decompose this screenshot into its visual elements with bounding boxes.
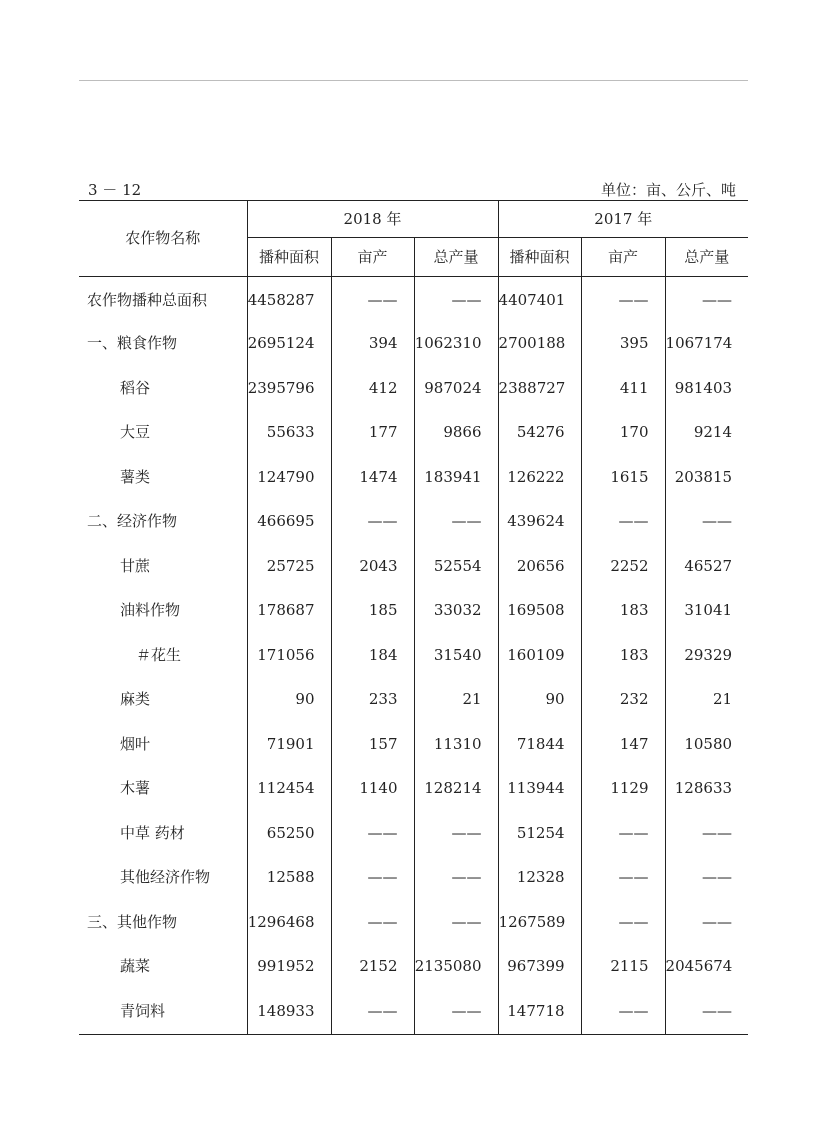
sown-area-2017-cell: 169508: [498, 589, 581, 634]
crop-name-cell: 其他经济作物: [120, 868, 211, 887]
total-output-2018-cell: 52554: [414, 544, 498, 589]
total-output-2017-header: 总产量: [665, 238, 748, 277]
yield-per-mu-2018-cell: 394: [331, 322, 414, 367]
total-output-2018-cell: 987024: [414, 366, 498, 411]
crop-name-cell: 稻谷: [120, 378, 151, 397]
yield-per-mu-2017-cell: 411: [581, 366, 665, 411]
total-output-2017-cell: 46527: [665, 544, 748, 589]
yield-per-mu-2017-cell: 1615: [581, 455, 665, 500]
total-output-2018-cell: 33032: [414, 589, 498, 634]
crop-name-cell: 烟叶: [120, 734, 151, 753]
year-2017-header: 2017 年: [498, 201, 748, 238]
table-row: [79, 678, 748, 723]
sown-area-2017-cell: 439624: [498, 500, 581, 545]
sown-area-2017-cell: 20656: [498, 544, 581, 589]
table-row: [79, 722, 748, 767]
yield-per-mu-2018-cell: 1474: [331, 455, 414, 500]
crop-name-cell: 木薯: [120, 779, 151, 798]
table-row: [79, 277, 748, 322]
total-output-2017-cell: 203815: [665, 455, 748, 500]
sown-area-2018-cell: 90: [247, 678, 331, 723]
table-row: [79, 900, 748, 945]
sown-area-2018-cell: 148933: [247, 989, 331, 1034]
units-label: 单位：亩、公斤、吨: [600, 181, 736, 199]
sown-area-2017-cell: 2388727: [498, 366, 581, 411]
sown-area-2018-cell: 55633: [247, 411, 331, 456]
total-output-2018-cell: ——: [414, 856, 498, 901]
crop-name-cell: 大豆: [120, 423, 151, 442]
total-output-2018-header: 总产量: [414, 238, 498, 277]
crop-name-header: 农作物名称: [79, 201, 247, 277]
top-rule: [79, 80, 748, 81]
year-2018-header: 2018 年: [247, 201, 498, 238]
crop-name-cell: 甘蔗: [120, 556, 151, 575]
total-output-2017-cell: 2045674: [665, 945, 748, 990]
yield-per-mu-2017-cell: 232: [581, 678, 665, 723]
table-row: [79, 322, 748, 367]
yield-per-mu-2017-cell: ——: [581, 500, 665, 545]
sown-area-2018-cell: 466695: [247, 500, 331, 545]
crop-name-cell: 蔬菜: [120, 957, 151, 976]
total-output-2017-cell: 10580: [665, 722, 748, 767]
sown-area-2017-cell: 147718: [498, 989, 581, 1034]
sown-area-2018-cell: 12588: [247, 856, 331, 901]
total-output-2018-cell: 11310: [414, 722, 498, 767]
crop-statistics-table: [79, 200, 748, 1035]
sown-area-2017-cell: 51254: [498, 811, 581, 856]
total-output-2018-cell: 21: [414, 678, 498, 723]
sown-area-2017-cell: 160109: [498, 633, 581, 678]
total-output-2017-cell: 29329: [665, 633, 748, 678]
table-row: [79, 544, 748, 589]
sown-area-2017-cell: 12328: [498, 856, 581, 901]
sown-area-2018-cell: 112454: [247, 767, 331, 812]
sown-area-2017-header: 播种面积: [498, 238, 581, 277]
table-row: [79, 366, 748, 411]
table-row: [79, 500, 748, 545]
total-output-2017-cell: ——: [665, 989, 748, 1034]
yield-per-mu-2018-cell: ——: [331, 811, 414, 856]
yield-per-mu-2018-cell: ——: [331, 989, 414, 1034]
total-output-2018-cell: ——: [414, 811, 498, 856]
yield-per-mu-2017-cell: ——: [581, 277, 665, 322]
yield-per-mu-2017-cell: ——: [581, 856, 665, 901]
total-output-2018-cell: 9866: [414, 411, 498, 456]
crop-name-cell: 油料作物: [120, 601, 181, 620]
sown-area-2018-cell: 2695124: [247, 322, 331, 367]
yield-per-mu-2018-cell: 2043: [331, 544, 414, 589]
sown-area-2018-cell: 2395796: [247, 366, 331, 411]
sown-area-2017-cell: 71844: [498, 722, 581, 767]
total-output-2017-cell: ——: [665, 277, 748, 322]
yield-per-mu-2017-cell: 1129: [581, 767, 665, 812]
yield-per-mu-2018-cell: ——: [331, 856, 414, 901]
sown-area-2017-cell: 1267589: [498, 900, 581, 945]
table-row: [79, 589, 748, 634]
table-number: 3 － 12: [88, 181, 142, 199]
sown-area-2018-header: 播种面积: [247, 238, 331, 277]
total-output-2017-cell: 1067174: [665, 322, 748, 367]
sown-area-2018-cell: 25725: [247, 544, 331, 589]
total-output-2018-cell: ——: [414, 900, 498, 945]
total-output-2017-cell: ——: [665, 500, 748, 545]
sown-area-2017-cell: 113944: [498, 767, 581, 812]
yield-per-mu-2017-cell: ——: [581, 900, 665, 945]
yield-per-mu-2018-cell: ——: [331, 277, 414, 322]
table-row: [79, 455, 748, 500]
total-output-2017-cell: 21: [665, 678, 748, 723]
yield-per-mu-2017-cell: 2252: [581, 544, 665, 589]
yield-per-mu-2017-cell: 170: [581, 411, 665, 456]
total-output-2017-cell: 9214: [665, 411, 748, 456]
yield-per-mu-2018-cell: 233: [331, 678, 414, 723]
yield-per-mu-2017-cell: 183: [581, 589, 665, 634]
table-row: [79, 633, 748, 678]
yield-per-mu-2017-cell: 2115: [581, 945, 665, 990]
table-row: [79, 945, 748, 990]
yield-per-mu-2017-cell: 147: [581, 722, 665, 767]
total-output-2018-cell: 31540: [414, 633, 498, 678]
yield-per-mu-2018-cell: ——: [331, 900, 414, 945]
crop-name-cell: 中草 药材: [120, 823, 185, 842]
sown-area-2018-cell: 1296468: [247, 900, 331, 945]
sown-area-2017-cell: 126222: [498, 455, 581, 500]
sown-area-2017-cell: 90: [498, 678, 581, 723]
crop-name-cell: 青饲料: [79, 989, 247, 1034]
yield-per-mu-2017-cell: 183: [581, 633, 665, 678]
sown-area-2018-cell: 171056: [247, 633, 331, 678]
yield-per-mu-2017-cell: ——: [581, 989, 665, 1034]
total-output-2018-cell: 128214: [414, 767, 498, 812]
crop-name-cell: 二、经济作物: [87, 512, 178, 531]
sown-area-2018-cell: 124790: [247, 455, 331, 500]
table-body: [79, 277, 748, 1035]
sown-area-2017-cell: 4407401: [498, 277, 581, 322]
sown-area-2018-cell: 178687: [247, 589, 331, 634]
total-output-2017-cell: 981403: [665, 366, 748, 411]
crop-name-cell: 一、粮食作物: [87, 334, 178, 353]
yield-per-mu-2017-cell: 395: [581, 322, 665, 367]
yield-per-mu-2018-cell: 157: [331, 722, 414, 767]
sown-area-2018-cell: 65250: [247, 811, 331, 856]
yield-per-mu-2018-cell: 184: [331, 633, 414, 678]
crop-name-cell: 麻类: [120, 690, 151, 709]
total-output-2018-cell: ——: [414, 277, 498, 322]
crop-name-cell: 农作物播种总面积: [87, 291, 208, 310]
total-output-2018-cell: 183941: [414, 455, 498, 500]
total-output-2017-cell: ——: [665, 900, 748, 945]
yield-per-mu-2018-cell: 412: [331, 366, 414, 411]
yield-per-mu-2017-cell: ——: [581, 811, 665, 856]
yield-per-mu-2018-cell: ——: [331, 500, 414, 545]
sown-area-2017-cell: 2700188: [498, 322, 581, 367]
table-row: [79, 856, 748, 901]
sown-area-2018-cell: 4458287: [247, 277, 331, 322]
sown-area-2018-cell: 991952: [247, 945, 331, 990]
total-output-2018-cell: ——: [414, 989, 498, 1034]
crop-name-cell: ＃花生: [136, 645, 182, 664]
yield-per-mu-2018-cell: 177: [331, 411, 414, 456]
total-output-2017-cell: ——: [665, 856, 748, 901]
total-output-2018-cell: 1062310: [414, 322, 498, 367]
yield-per-mu-2017-header: 亩产: [581, 238, 665, 277]
total-output-2017-cell: 128633: [665, 767, 748, 812]
table-row: [79, 767, 748, 812]
total-output-2017-cell: ——: [665, 811, 748, 856]
crop-name-cell: 三、其他作物: [87, 912, 178, 931]
total-output-2018-cell: 2135080: [414, 945, 498, 990]
sown-area-2017-cell: 54276: [498, 411, 581, 456]
yield-per-mu-2018-cell: 2152: [331, 945, 414, 990]
total-output-2017-cell: 31041: [665, 589, 748, 634]
yield-per-mu-2018-cell: 1140: [331, 767, 414, 812]
table-row: [79, 411, 748, 456]
total-output-2018-cell: ——: [414, 500, 498, 545]
table-row: [79, 989, 748, 1034]
sown-area-2017-cell: 967399: [498, 945, 581, 990]
sown-area-2018-cell: 71901: [247, 722, 331, 767]
yield-per-mu-2018-header: 亩产: [331, 238, 414, 277]
crop-name-cell: 薯类: [120, 467, 151, 486]
table-row: [79, 811, 748, 856]
yield-per-mu-2018-cell: 185: [331, 589, 414, 634]
